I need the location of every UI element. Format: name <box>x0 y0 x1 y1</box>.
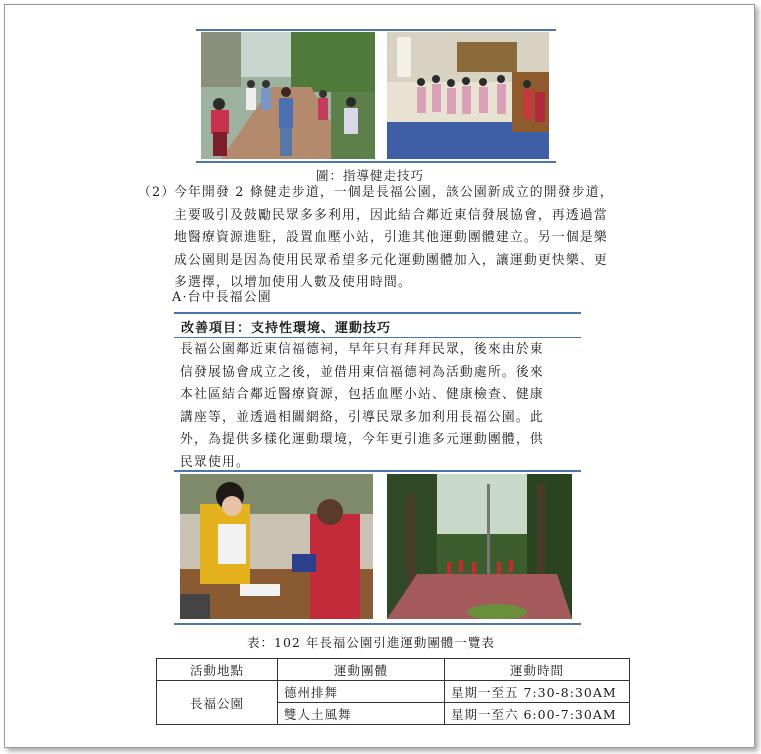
box-bottom-rule <box>174 470 581 472</box>
bottom-photo-rule <box>174 623 581 625</box>
improvement-line: 外，為提供多樣化運動環境，今年更引進多元運動團體，供 <box>180 432 544 447</box>
section-2-paragraph <box>174 182 644 295</box>
figure-caption: 圖：指導健走技巧 <box>316 168 425 183</box>
activity-table <box>156 658 630 725</box>
cell-time: 星期一至五 7:30-8:30AM <box>445 681 630 703</box>
improvement-line: 長福公園鄰近東信福德祠，早年只有拜拜民眾，後來由於東 <box>180 342 544 357</box>
box-top-rule <box>174 312 581 314</box>
section-2-line: 多選擇，以增加使用人數及使用時間。 <box>174 275 412 290</box>
top-photo-rule <box>196 161 556 163</box>
photo-park-dancing <box>387 474 572 619</box>
improvement-line: 信發展協會成立之後，並借用東信福德祠為活動處所。後來 <box>180 364 544 380</box>
cell-group: 雙人土風舞 <box>278 703 445 725</box>
header-group: 運動團體 <box>278 659 445 681</box>
photo-blood-pressure <box>180 474 373 619</box>
improvement-paragraph <box>180 339 580 474</box>
table-caption: 表：102 年長福公園引進運動團體一覽表 <box>247 635 495 650</box>
header-location: 活動地點 <box>157 659 278 681</box>
cell-location: 長福公園 <box>157 681 278 725</box>
section-2-line: 成公園則是因為使用民眾希望多元化運動團體加入，讓運動更快樂、更 <box>174 252 608 268</box>
subsection-a-title: A·台中長福公園 <box>172 290 272 305</box>
section-2-number: （2） <box>138 185 176 200</box>
table-header-row <box>157 659 630 681</box>
top-rule <box>196 29 556 31</box>
photo-indoor-group <box>387 32 549 159</box>
improvement-line: 講座等，並透過相關網絡，引導民眾多加利用長福公園。此 <box>180 409 544 425</box>
box-title-rule <box>174 337 581 338</box>
section-2-line: 今年開發 2 條健走步道，一個是長福公園，該公園新成立的開發步道， <box>174 185 614 200</box>
photo-walking-outdoor <box>201 32 375 159</box>
header-time: 運動時間 <box>445 659 630 681</box>
improvement-title: 改善項目：支持性環境、運動技巧 <box>181 321 392 336</box>
section-2-line: 主要吸引及鼓勵民眾多多利用，因此結合鄰近東信發展協會，再透過當 <box>174 207 608 223</box>
table-row <box>157 681 630 703</box>
cell-time: 星期一至六 6:00-7:30AM <box>445 703 630 725</box>
improvement-line: 本社區結合鄰近醫療資源，包括血壓小站、健康檢查、健康 <box>180 387 544 402</box>
improvement-line: 民眾使用。 <box>180 454 250 470</box>
section-2-line: 地醫療資源進駐，設置血壓小站，引進其他運動團體建立。另一個是樂 <box>174 230 608 245</box>
cell-group: 德州排舞 <box>278 681 445 703</box>
